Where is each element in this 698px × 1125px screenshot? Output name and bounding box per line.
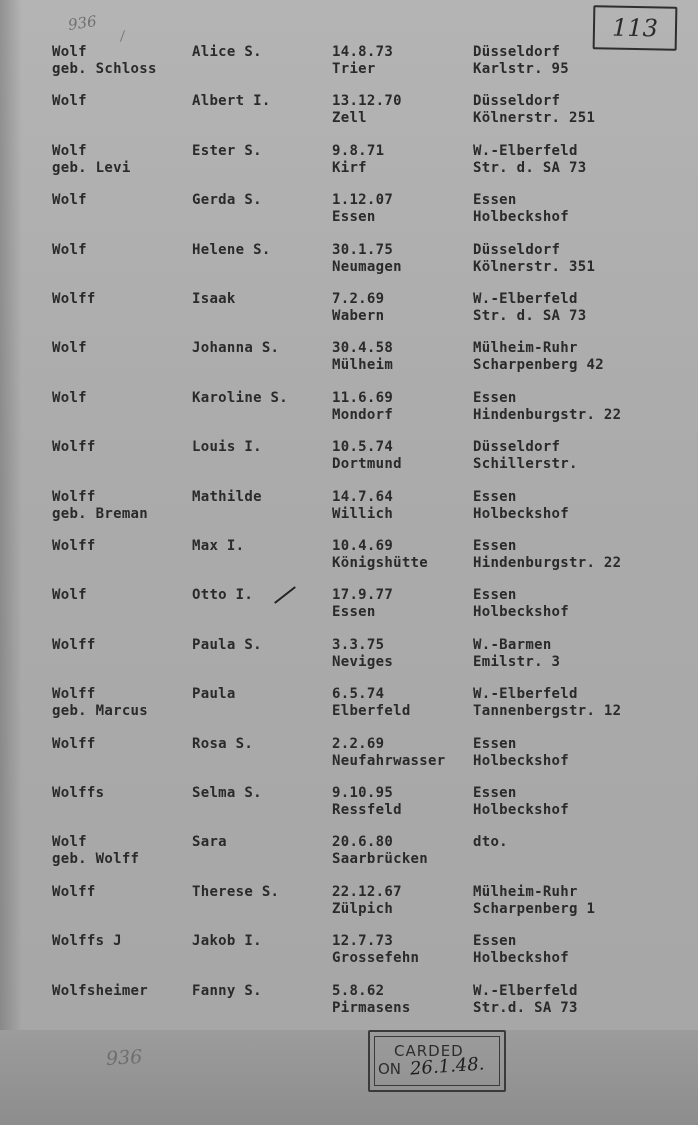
record-birth-place: Pirmasens	[332, 999, 411, 1016]
record-cell	[473, 439, 578, 473]
record-cell	[192, 390, 288, 407]
record-cell	[473, 44, 569, 78]
stamp-on-label: ON	[378, 1060, 402, 1078]
record-cell	[192, 93, 271, 110]
record-city: W.-Elberfeld	[473, 982, 578, 999]
record-row	[0, 834, 698, 874]
record-cell	[473, 587, 569, 621]
record-surname: Wolff	[52, 636, 96, 653]
record-row	[0, 93, 698, 133]
record-birth-date: 1.12.07	[332, 192, 394, 209]
record-given-name: Fanny S.	[192, 982, 262, 999]
record-row	[0, 44, 698, 84]
record-surname: Wolf	[52, 142, 87, 159]
record-cell	[52, 983, 148, 1000]
record-birth-place: Trier	[332, 61, 376, 77]
record-cell	[192, 587, 253, 604]
record-row	[0, 242, 698, 282]
record-birth-place: Mondorf	[332, 406, 394, 423]
record-cell	[332, 44, 393, 78]
record-birth-date: 22.12.67	[332, 883, 402, 900]
record-surname: Wolff	[52, 439, 96, 456]
record-given-name: Max I.	[192, 538, 245, 554]
record-birth-date: 30.4.58	[332, 340, 394, 357]
record-cell	[52, 933, 122, 950]
record-cell	[192, 983, 262, 1000]
record-street: Schillerstr.	[473, 456, 578, 473]
record-row	[0, 933, 698, 973]
record-row	[0, 983, 698, 1023]
record-birth-date: 13.12.70	[332, 93, 402, 110]
record-birth-date: 14.7.64	[332, 488, 394, 505]
record-given-name: Ester S.	[192, 142, 262, 159]
record-city: Essen	[473, 192, 517, 209]
record-city: Essen	[473, 735, 517, 752]
record-cell	[473, 291, 586, 325]
record-given-name: Therese S.	[192, 883, 280, 900]
record-cell	[52, 192, 87, 209]
record-surname: Wolf	[52, 587, 87, 604]
record-cell	[52, 439, 96, 456]
record-birth-place: Neviges	[332, 653, 394, 670]
record-surname: Wolfsheimer	[52, 982, 149, 999]
record-row	[0, 340, 698, 380]
record-cell	[192, 834, 227, 851]
record-city: Düsseldorf	[473, 439, 561, 456]
record-city: Düsseldorf	[473, 241, 561, 258]
record-row	[0, 686, 698, 726]
record-given-name: Selma S.	[192, 785, 262, 801]
record-given-name: Johanna S.	[192, 340, 280, 357]
record-cell	[473, 933, 569, 967]
record-cell	[192, 489, 262, 506]
record-city: W.-Elberfeld	[473, 142, 578, 159]
record-cell	[473, 686, 621, 720]
record-cell	[473, 637, 560, 671]
record-cell	[332, 242, 402, 276]
record-maiden-name: geb. Levi	[52, 159, 131, 176]
record-surname: Wolffs J	[52, 933, 122, 950]
record-row	[0, 587, 698, 627]
record-cell	[192, 884, 279, 901]
record-surname: Wolf	[52, 340, 87, 357]
record-street: Karlstr. 95	[473, 61, 570, 77]
record-birth-date: 17.9.77	[332, 587, 394, 604]
record-birth-place: Saarbrücken	[332, 851, 429, 868]
record-row	[0, 538, 698, 578]
record-cell	[473, 884, 595, 918]
carded-stamp	[368, 1030, 506, 1092]
record-street: Emilstr. 3	[473, 653, 561, 670]
record-city: Essen	[473, 538, 517, 554]
record-given-name: Albert I.	[192, 93, 271, 110]
record-row	[0, 489, 698, 529]
record-surname: Wolff	[52, 883, 96, 900]
record-cell	[52, 291, 96, 308]
record-birth-date: 30.1.75	[332, 241, 394, 258]
record-city: W.-Elberfeld	[473, 291, 578, 307]
record-cell	[52, 884, 96, 901]
record-surname: Wolf	[52, 44, 87, 60]
record-given-name: Alice S.	[192, 44, 262, 60]
record-row	[0, 637, 698, 677]
record-cell	[52, 93, 87, 110]
record-cell	[473, 192, 569, 226]
record-birth-date: 2.2.69	[332, 735, 385, 752]
record-street: Kölnerstr. 251	[473, 110, 596, 127]
record-cell	[332, 686, 411, 720]
record-cell	[52, 538, 96, 555]
record-birth-date: 5.8.62	[332, 982, 385, 999]
record-birth-date: 7.2.69	[332, 291, 385, 307]
record-cell	[473, 242, 595, 276]
record-cell	[52, 587, 87, 604]
record-street: Str.d. SA 73	[473, 999, 578, 1016]
record-cell	[52, 242, 87, 259]
record-given-name: Mathilde	[192, 488, 262, 505]
record-city: dto.	[473, 834, 508, 851]
pencil-annotation-top: 936	[66, 12, 98, 34]
record-street: Scharpenberg 42	[473, 357, 604, 374]
record-given-name: Isaak	[192, 291, 236, 307]
record-row	[0, 192, 698, 232]
record-maiden-name: geb. Marcus	[52, 703, 149, 720]
record-cell	[192, 143, 262, 160]
record-birth-place: Willich	[332, 505, 394, 522]
record-cell	[332, 587, 393, 621]
record-cell	[192, 785, 262, 802]
stamp-carded-label: CARDED	[394, 1042, 464, 1060]
page-number: 113	[611, 13, 659, 43]
record-city: Essen	[473, 587, 517, 604]
record-cell	[473, 143, 586, 177]
record-cell	[52, 834, 139, 868]
record-city: Mülheim-Ruhr	[473, 883, 578, 900]
record-birth-place: Zell	[332, 110, 367, 127]
record-row	[0, 785, 698, 825]
record-cell	[192, 933, 262, 950]
record-street: Str. d. SA 73	[473, 308, 587, 324]
record-cell	[332, 192, 393, 226]
record-cell	[473, 834, 508, 851]
record-cell	[332, 834, 428, 868]
record-cell	[332, 93, 402, 127]
record-street: Str. d. SA 73	[473, 159, 587, 176]
record-cell	[332, 785, 402, 819]
record-cell	[52, 390, 87, 407]
record-maiden-name: geb. Wolff	[52, 851, 140, 868]
record-cell	[332, 538, 428, 572]
record-cell	[473, 390, 621, 424]
record-birth-date: 3.3.75	[332, 636, 385, 653]
record-birth-place: Essen	[332, 604, 376, 621]
record-birth-place: Neumagen	[332, 258, 402, 275]
record-cell	[473, 340, 604, 374]
record-row	[0, 143, 698, 183]
record-street: Scharpenberg 1	[473, 900, 596, 917]
record-city: Essen	[473, 488, 517, 505]
record-surname: Wolf	[52, 834, 87, 851]
record-birth-date: 14.8.73	[332, 44, 394, 60]
record-cell	[192, 340, 279, 357]
record-cell	[52, 143, 131, 177]
record-city: W.-Barmen	[473, 636, 552, 653]
record-given-name: Otto I.	[192, 587, 254, 604]
record-birth-place: Grossefehn	[332, 950, 420, 967]
record-cell	[332, 884, 402, 918]
record-birth-place: Königshütte	[332, 555, 429, 571]
record-city: Düsseldorf	[473, 93, 561, 110]
record-street: Hindenburgstr. 22	[473, 406, 622, 423]
record-cell	[332, 983, 411, 1017]
record-city: W.-Elberfeld	[473, 686, 578, 703]
record-given-name: Helene S.	[192, 241, 271, 258]
record-birth-place: Ressfeld	[332, 802, 402, 818]
record-given-name: Jakob I.	[192, 933, 262, 950]
record-birth-date: 20.6.80	[332, 834, 394, 851]
record-cell	[192, 192, 262, 209]
record-given-name: Gerda S.	[192, 192, 262, 209]
record-city: Essen	[473, 389, 517, 406]
record-city: Mülheim-Ruhr	[473, 340, 578, 357]
record-cell	[332, 390, 393, 424]
record-birth-place: Dortmund	[332, 456, 402, 473]
record-street: Holbeckshof	[473, 802, 570, 818]
record-maiden-name: geb. Breman	[52, 505, 149, 522]
record-cell	[332, 736, 445, 770]
record-given-name: Louis I.	[192, 439, 262, 456]
record-surname: Wolf	[52, 192, 87, 209]
record-surname: Wolf	[52, 93, 87, 110]
record-street: Holbeckshof	[473, 950, 570, 967]
record-street: Holbeckshof	[473, 752, 570, 769]
record-cell	[192, 686, 236, 703]
record-row	[0, 291, 698, 331]
record-city: Essen	[473, 933, 517, 950]
record-surname: Wolffs	[52, 785, 105, 801]
record-cell	[52, 489, 148, 523]
record-cell	[332, 489, 393, 523]
record-birth-place: Elberfeld	[332, 703, 411, 720]
record-cell	[332, 143, 384, 177]
record-cell	[52, 686, 148, 720]
record-birth-date: 12.7.73	[332, 933, 394, 950]
record-birth-date: 10.5.74	[332, 439, 394, 456]
record-cell	[192, 637, 262, 654]
page-bottom-strip	[0, 1030, 698, 1125]
record-cell	[52, 340, 87, 357]
record-birth-place: Zülpich	[332, 900, 394, 917]
record-surname: Wolf	[52, 389, 87, 406]
record-cell	[192, 736, 253, 753]
record-birth-place: Wabern	[332, 308, 385, 324]
record-cell	[473, 736, 569, 770]
record-cell	[473, 785, 569, 819]
record-birth-date: 6.5.74	[332, 686, 385, 703]
record-cell	[52, 785, 104, 802]
record-cell	[192, 44, 262, 61]
record-birth-date: 9.8.71	[332, 142, 385, 159]
record-surname: Wolf	[52, 241, 87, 258]
record-birth-place: Essen	[332, 209, 376, 226]
record-cell	[192, 291, 236, 308]
record-cell	[192, 242, 271, 259]
record-street: Kölnerstr. 351	[473, 258, 596, 275]
record-given-name: Karoline S.	[192, 389, 289, 406]
record-street: Holbeckshof	[473, 209, 570, 226]
record-maiden-name: geb. Schloss	[52, 61, 157, 77]
record-row	[0, 439, 698, 479]
record-given-name: Sara	[192, 834, 227, 851]
record-cell	[473, 489, 569, 523]
record-street: Tannenbergstr. 12	[473, 703, 622, 720]
pencil-annotation-bottom: 936	[105, 1046, 143, 1070]
record-surname: Wolff	[52, 488, 96, 505]
record-birth-date: 10.4.69	[332, 538, 394, 554]
record-cell	[52, 637, 96, 654]
record-birth-place: Neufahrwasser	[332, 752, 446, 769]
stamp-date: 26.1.48.	[409, 1053, 486, 1080]
record-row	[0, 736, 698, 776]
record-cell	[332, 637, 393, 671]
record-row	[0, 390, 698, 430]
record-cell	[192, 439, 262, 456]
record-city: Düsseldorf	[473, 44, 561, 60]
record-cell	[473, 93, 595, 127]
record-surname: Wolff	[52, 538, 96, 554]
record-given-name: Paula	[192, 686, 236, 703]
record-city: Essen	[473, 785, 517, 801]
record-street: Hindenburgstr. 22	[473, 555, 622, 571]
record-cell	[332, 291, 384, 325]
record-cell	[332, 933, 419, 967]
record-cell	[52, 736, 96, 753]
record-birth-date: 9.10.95	[332, 785, 394, 801]
record-birth-place: Mülheim	[332, 357, 394, 374]
record-surname: Wolff	[52, 686, 96, 703]
record-cell	[332, 340, 393, 374]
record-cell	[52, 44, 157, 78]
record-birth-date: 11.6.69	[332, 389, 394, 406]
record-birth-place: Kirf	[332, 159, 367, 176]
record-cell	[332, 439, 402, 473]
record-given-name: Paula S.	[192, 636, 262, 653]
record-surname: Wolff	[52, 291, 96, 307]
record-street: Holbeckshof	[473, 604, 570, 621]
record-cell	[473, 983, 578, 1017]
record-surname: Wolff	[52, 735, 96, 752]
record-given-name: Rosa S.	[192, 735, 254, 752]
record-cell	[192, 538, 244, 555]
record-row	[0, 884, 698, 924]
record-street: Holbeckshof	[473, 505, 570, 522]
record-cell	[473, 538, 621, 572]
